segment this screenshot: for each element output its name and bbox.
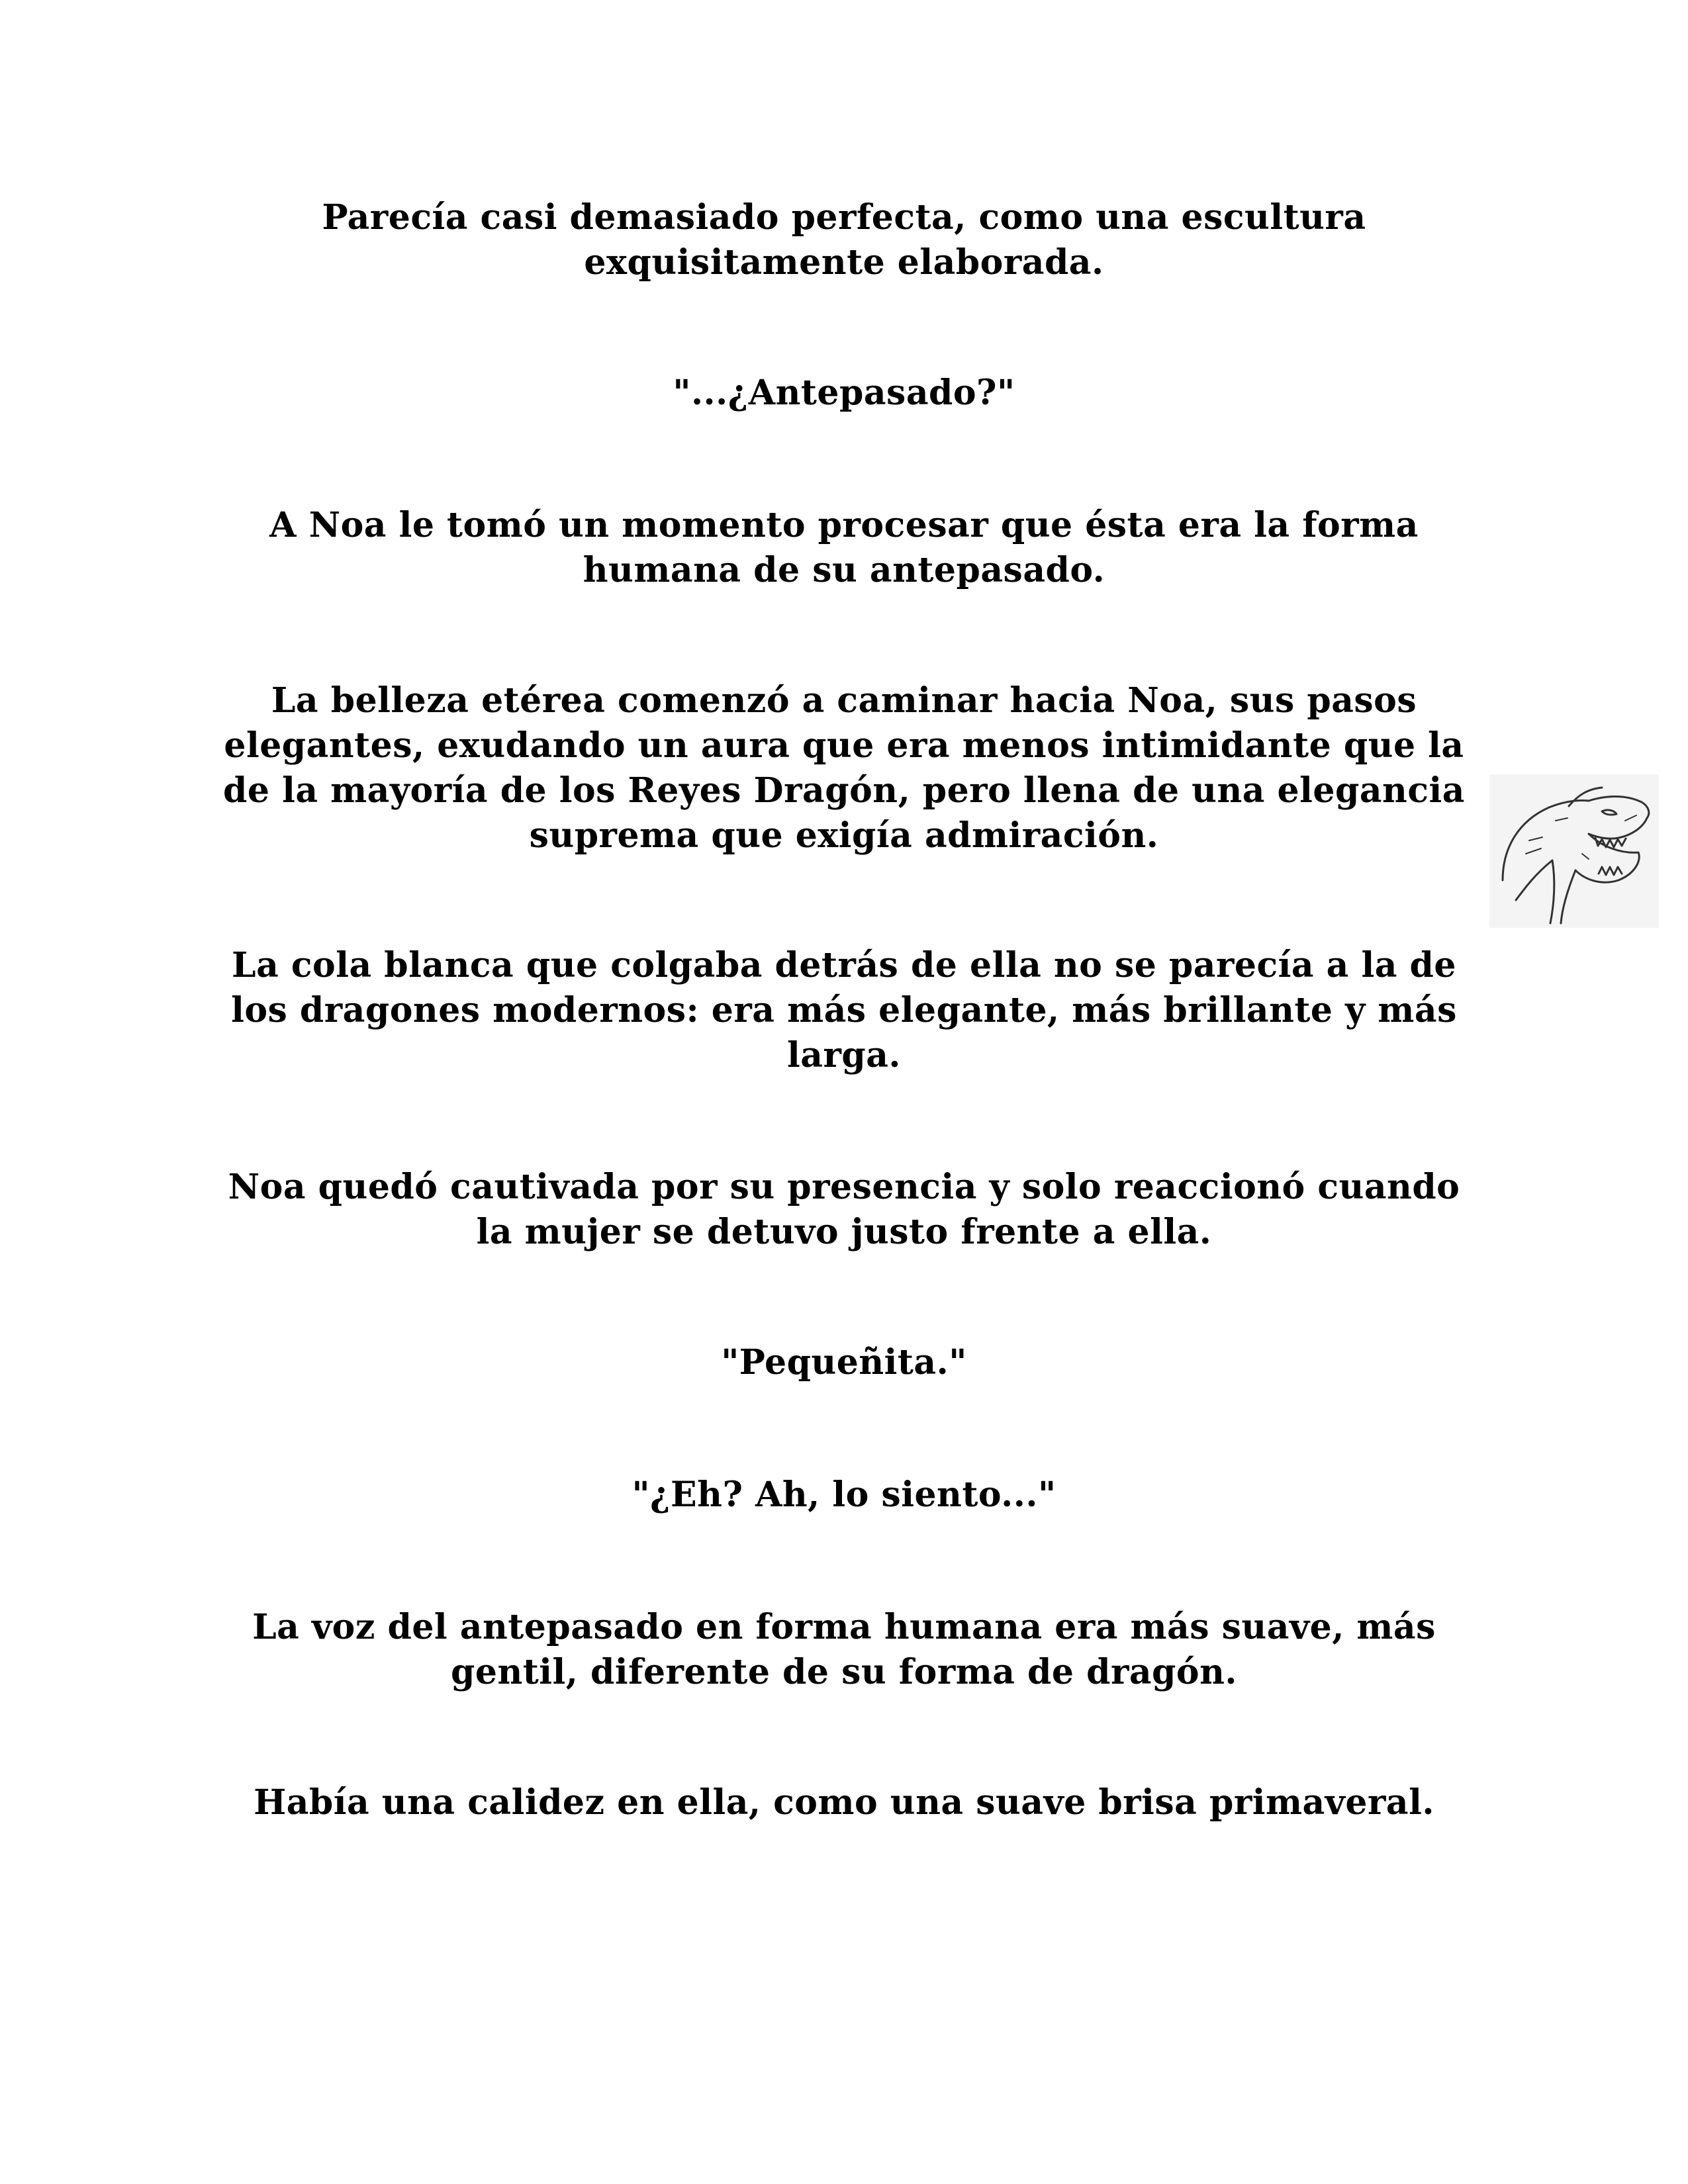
text-line: de la mayoría de los Reyes Dragón, pero llena de una elegancia bbox=[223, 770, 1465, 811]
dragon-head-sketch-icon bbox=[1489, 774, 1659, 928]
paragraph-9 bbox=[199, 1605, 1489, 1695]
text-line: Noa quedó cautivada por su presencia y solo reaccionó cuando bbox=[228, 1167, 1460, 1207]
text-line: Parecía casi demasiado perfecta, como una escultura bbox=[322, 197, 1366, 238]
paragraph-10 bbox=[199, 1780, 1489, 1825]
text-line: exquisitamente elaborada. bbox=[584, 242, 1104, 283]
paragraph-2 bbox=[199, 371, 1489, 416]
text-line: gentil, diferente de su forma de dragón. bbox=[451, 1652, 1237, 1692]
text-line: Había una calidez en ella, como una suave brisa primaveral. bbox=[254, 1782, 1434, 1823]
paragraph-5 bbox=[199, 943, 1489, 1078]
paragraph-1 bbox=[199, 195, 1489, 285]
paragraph-6 bbox=[199, 1165, 1489, 1255]
text-line: A Noa le tomó un momento procesar que ésta era la forma bbox=[269, 505, 1419, 545]
text-line: La belleza etérea comenzó a caminar hacia Noa, sus pasos bbox=[271, 680, 1417, 721]
text-line: suprema que exigía admiración. bbox=[529, 815, 1159, 856]
text-line: larga. bbox=[787, 1035, 901, 1075]
paragraph-7 bbox=[199, 1340, 1489, 1385]
text-line: los dragones modernos: era más elegante, más brillante y más bbox=[231, 990, 1457, 1030]
text-line: La cola blanca que colgaba detrás de ella no se parecía a la de bbox=[232, 945, 1456, 985]
paragraph-8 bbox=[199, 1473, 1489, 1518]
text-line: la mujer se detuvo justo frente a ella. bbox=[476, 1212, 1212, 1252]
text-line: "...¿Antepasado?" bbox=[673, 373, 1015, 413]
text-line: La voz del antepasado en forma humana era más suave, más bbox=[252, 1607, 1436, 1647]
paragraph-3 bbox=[199, 503, 1489, 593]
paragraph-4 bbox=[199, 678, 1489, 858]
text-line: humana de su antepasado. bbox=[583, 550, 1105, 590]
text-line: "¿Eh? Ah, lo siento..." bbox=[632, 1475, 1056, 1515]
text-line: elegantes, exudando un aura que era menos intimidante que la bbox=[224, 725, 1464, 766]
text-line: "Pequeñita." bbox=[721, 1342, 967, 1383]
